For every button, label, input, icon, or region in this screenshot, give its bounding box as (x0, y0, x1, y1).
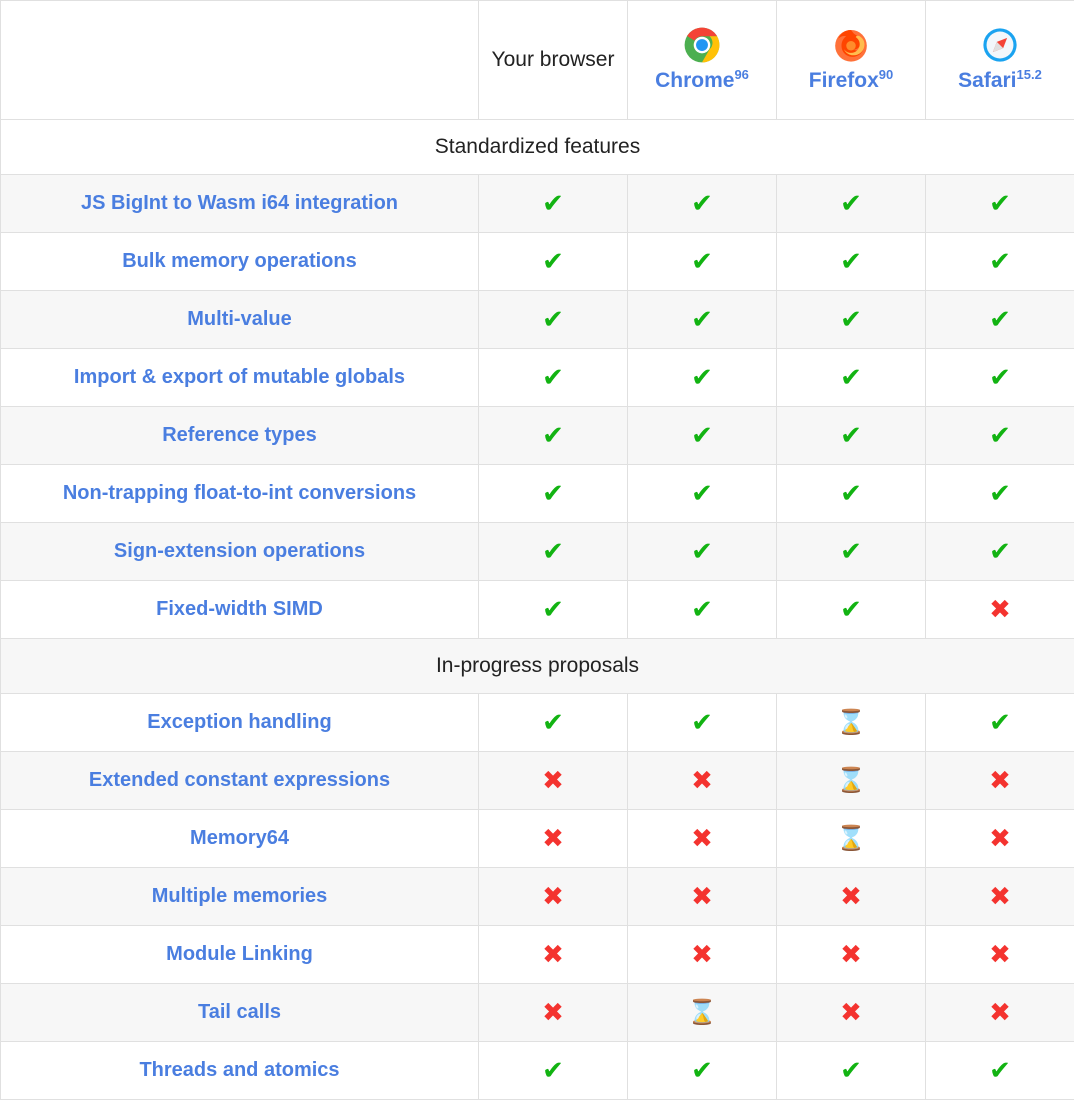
header-chrome (628, 1, 777, 120)
hourglass-icon: ⌛ (836, 769, 866, 793)
support-cell-safari (926, 407, 1074, 465)
table-row (1, 694, 1074, 752)
support-cell-firefox (777, 407, 926, 465)
support-cell-firefox (777, 233, 926, 291)
feature-name-cell[interactable]: Fixed-width SIMD (1, 581, 479, 639)
check-icon: ✔ (989, 480, 1011, 506)
support-cell-firefox (777, 465, 926, 523)
support-cell-your (479, 523, 628, 581)
support-cell-chrome (628, 523, 777, 581)
feature-name-cell[interactable]: Tail calls (1, 984, 479, 1042)
header-firefox-label[interactable]: Firefox$^{90}$ (809, 68, 893, 93)
support-cell-chrome (628, 349, 777, 407)
check-icon: ✔ (542, 1057, 564, 1083)
section-header-row (1, 120, 1074, 175)
header-your-browser-label: Your browser (492, 46, 615, 73)
support-cell-chrome (628, 407, 777, 465)
support-cell-your (479, 349, 628, 407)
feature-name-cell[interactable]: Threads and atomics (1, 1042, 479, 1100)
check-icon: ✔ (542, 480, 564, 506)
check-icon: ✔ (542, 422, 564, 448)
hourglass-icon: ⌛ (687, 1001, 717, 1025)
check-icon: ✔ (989, 190, 1011, 216)
support-cell-safari (926, 984, 1074, 1042)
support-cell-your (479, 465, 628, 523)
check-icon: ✔ (691, 538, 713, 564)
check-icon: ✔ (989, 364, 1011, 390)
header-your-browser (479, 1, 628, 120)
header-firefox (777, 1, 926, 120)
support-cell-chrome (628, 810, 777, 868)
check-icon: ✔ (542, 596, 564, 622)
support-cell-safari (926, 926, 1074, 984)
check-icon: ✔ (989, 1057, 1011, 1083)
table-row (1, 407, 1074, 465)
table-row (1, 984, 1074, 1042)
support-cell-firefox (777, 694, 926, 752)
cross-icon: ✖ (542, 767, 564, 793)
support-cell-firefox (777, 523, 926, 581)
feature-name-cell[interactable]: Module Linking (1, 926, 479, 984)
feature-name-cell[interactable]: Reference types (1, 407, 479, 465)
check-icon: ✔ (691, 1057, 713, 1083)
check-icon: ✔ (989, 248, 1011, 274)
check-icon: ✔ (691, 709, 713, 735)
support-cell-chrome (628, 926, 777, 984)
table-row (1, 868, 1074, 926)
support-cell-chrome (628, 752, 777, 810)
check-icon: ✔ (542, 709, 564, 735)
support-cell-your (479, 175, 628, 233)
safari-icon (981, 26, 1019, 64)
table-row (1, 523, 1074, 581)
cross-icon: ✖ (542, 999, 564, 1025)
cross-icon: ✖ (691, 767, 713, 793)
feature-name-cell[interactable]: Multiple memories (1, 868, 479, 926)
check-icon: ✔ (542, 190, 564, 216)
support-cell-safari (926, 233, 1074, 291)
header-safari (926, 1, 1074, 120)
cross-icon: ✖ (989, 767, 1011, 793)
support-cell-safari (926, 175, 1074, 233)
support-cell-chrome (628, 175, 777, 233)
check-icon: ✔ (691, 190, 713, 216)
firefox-icon (832, 26, 870, 64)
support-cell-your (479, 581, 628, 639)
cross-icon: ✖ (691, 883, 713, 909)
support-cell-your (479, 926, 628, 984)
support-cell-safari (926, 810, 1074, 868)
table-row (1, 291, 1074, 349)
support-cell-firefox (777, 810, 926, 868)
support-cell-chrome (628, 291, 777, 349)
feature-name-cell[interactable]: Bulk memory operations (1, 233, 479, 291)
support-cell-chrome (628, 465, 777, 523)
support-cell-safari (926, 694, 1074, 752)
hourglass-icon: ⌛ (836, 827, 866, 851)
header-chrome-label[interactable]: Chrome$^{96}$ (655, 68, 749, 93)
support-cell-firefox (777, 349, 926, 407)
support-cell-safari (926, 349, 1074, 407)
check-icon: ✔ (542, 538, 564, 564)
feature-name-cell[interactable]: Multi-value (1, 291, 479, 349)
support-cell-safari (926, 868, 1074, 926)
table-header (1, 1, 1074, 120)
cross-icon: ✖ (989, 825, 1011, 851)
check-icon: ✔ (840, 596, 862, 622)
check-icon: ✔ (542, 306, 564, 332)
check-icon: ✔ (989, 538, 1011, 564)
hourglass-icon: ⌛ (836, 711, 866, 735)
feature-name-cell[interactable]: Extended constant expressions (1, 752, 479, 810)
table-row (1, 810, 1074, 868)
check-icon: ✔ (691, 248, 713, 274)
section-title: Standardized features (1, 120, 1074, 175)
table-header-row (1, 1, 1074, 120)
cross-icon: ✖ (840, 999, 862, 1025)
support-cell-safari (926, 752, 1074, 810)
table-body (1, 120, 1074, 1100)
check-icon: ✔ (840, 538, 862, 564)
feature-name-cell[interactable]: Non-trapping float-to-int conversions (1, 465, 479, 523)
support-cell-firefox (777, 984, 926, 1042)
cross-icon: ✖ (989, 596, 1011, 622)
cross-icon: ✖ (691, 941, 713, 967)
support-cell-safari (926, 581, 1074, 639)
support-cell-your (479, 233, 628, 291)
support-cell-your (479, 694, 628, 752)
check-icon: ✔ (691, 364, 713, 390)
support-cell-your (479, 407, 628, 465)
support-cell-firefox (777, 868, 926, 926)
support-cell-chrome (628, 581, 777, 639)
feature-name-cell[interactable]: Import & export of mutable globals (1, 349, 479, 407)
cross-icon: ✖ (989, 883, 1011, 909)
feature-name-cell[interactable]: JS BigInt to Wasm i64 integration (1, 175, 479, 233)
check-icon: ✔ (691, 422, 713, 448)
check-icon: ✔ (989, 709, 1011, 735)
check-icon: ✔ (840, 1057, 862, 1083)
table-row (1, 752, 1074, 810)
check-icon: ✔ (840, 422, 862, 448)
table-row (1, 926, 1074, 984)
check-icon: ✔ (542, 364, 564, 390)
check-icon: ✔ (840, 190, 862, 216)
check-icon: ✔ (691, 480, 713, 506)
table-row (1, 233, 1074, 291)
cross-icon: ✖ (542, 883, 564, 909)
header-feature-column (1, 1, 479, 120)
cross-icon: ✖ (989, 941, 1011, 967)
cross-icon: ✖ (840, 941, 862, 967)
section-header-row (1, 639, 1074, 694)
support-cell-safari (926, 523, 1074, 581)
cross-icon: ✖ (542, 941, 564, 967)
support-cell-your (479, 752, 628, 810)
support-cell-safari (926, 291, 1074, 349)
table-row (1, 465, 1074, 523)
check-icon: ✔ (989, 422, 1011, 448)
check-icon: ✔ (840, 480, 862, 506)
feature-name-cell[interactable]: Sign-extension operations (1, 523, 479, 581)
cross-icon: ✖ (989, 999, 1011, 1025)
check-icon: ✔ (989, 306, 1011, 332)
support-cell-chrome (628, 694, 777, 752)
support-cell-firefox (777, 291, 926, 349)
cross-icon: ✖ (691, 825, 713, 851)
cross-icon: ✖ (840, 883, 862, 909)
section-title: In-progress proposals (1, 639, 1074, 694)
table-row (1, 175, 1074, 233)
support-cell-chrome (628, 984, 777, 1042)
support-cell-your (479, 810, 628, 868)
check-icon: ✔ (542, 248, 564, 274)
support-cell-your (479, 984, 628, 1042)
check-icon: ✔ (691, 596, 713, 622)
support-cell-chrome (628, 868, 777, 926)
chrome-icon (683, 26, 721, 64)
support-cell-firefox (777, 581, 926, 639)
support-cell-chrome (628, 233, 777, 291)
support-cell-firefox (777, 926, 926, 984)
feature-name-cell[interactable]: Exception handling (1, 694, 479, 752)
check-icon: ✔ (840, 364, 862, 390)
support-cell-firefox (777, 175, 926, 233)
table-row (1, 349, 1074, 407)
check-icon: ✔ (840, 248, 862, 274)
feature-name-cell[interactable]: Memory64 (1, 810, 479, 868)
cross-icon: ✖ (542, 825, 564, 851)
header-safari-label[interactable]: Safari$^{15.2}$ (958, 68, 1042, 93)
support-cell-firefox (777, 752, 926, 810)
support-cell-your (479, 868, 628, 926)
support-cell-safari (926, 465, 1074, 523)
check-icon: ✔ (840, 306, 862, 332)
check-icon: ✔ (691, 306, 713, 332)
support-cell-your (479, 291, 628, 349)
table-row (1, 581, 1074, 639)
